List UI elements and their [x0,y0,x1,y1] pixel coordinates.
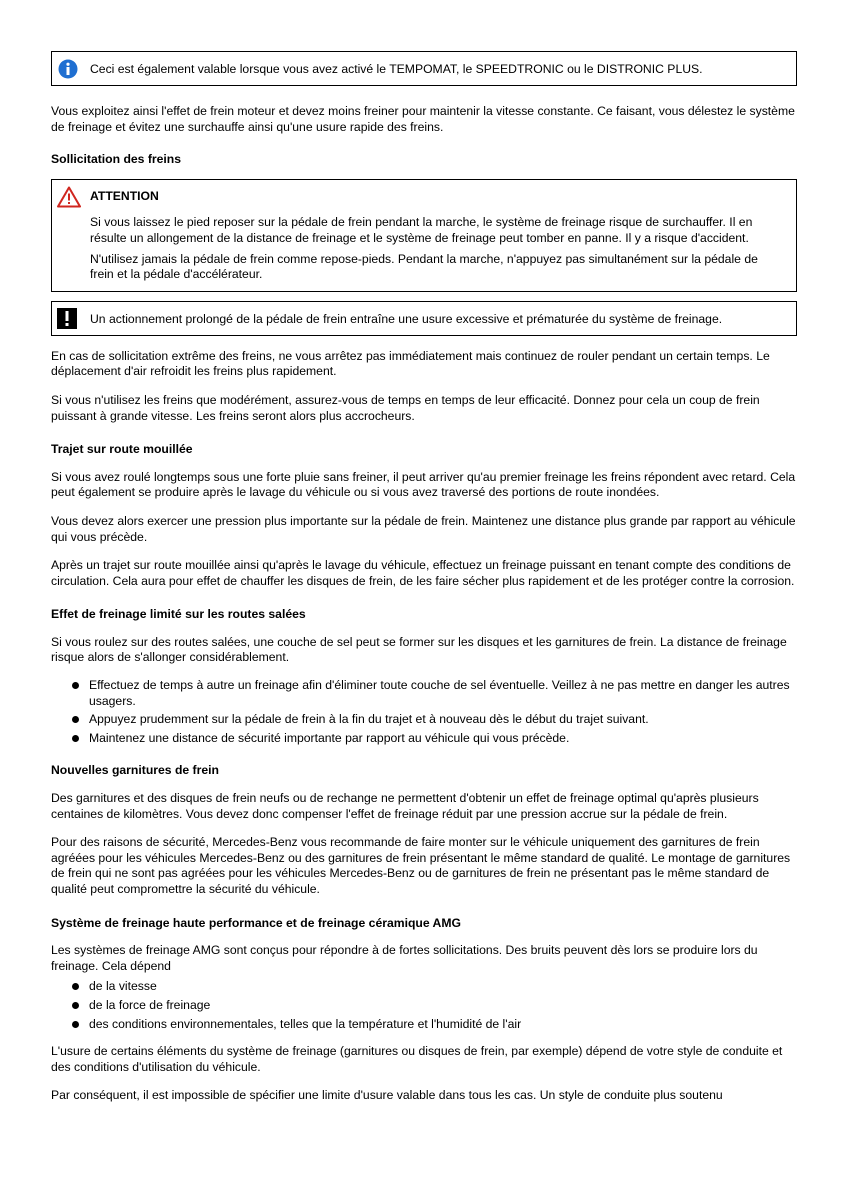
info-note-box [51,51,797,86]
list-item-text: de la vitesse [89,979,157,994]
heading-sollicitation: Sollicitation des freins [51,152,182,167]
heading-amg: Système de freinage haute performance et de freinage céramique AMG [51,915,461,930]
paragraph-sollicitation-2: Si vous n'utilisez les freins que modérément, assurez-vous de temps en temps de leur efficacité. Donnez pour cela un coup de frein puissant à grande vitesse. Les freins seront alors plus accrocheurs. [51,392,760,423]
paragraph-garnitures-2: Pour des raisons de sécurité, Mercedes-Benz vous recommande de faire monter sur le véhicule uniquement des garnitures de frein agréées pour les véhicules Mercedes-Benz ou des garnitures de frein présentant le même standard de qualité. Le montage de garnitures de frein qui ne sont pas agréées pour les véhicules Mercedes-Benz ou de garnitures de frein ne présentant pas le même standard de qualité peut compromettre la sécurité du véhicule. [51,835,791,896]
paragraph-sollicitation-1: En cas de sollicitation extrême des freins, ne vous arrêtez pas immédiatement mais continuez de rouler pendant un certain temps. Le déplacement d'air refroidit les freins plus rapidement. [51,348,770,379]
bullet-icon [72,983,79,990]
paragraph-garnitures-1: Des garnitures et des disques de frein neufs ou de rechange ne permettent d'obtenir un effet de freinage optimal qu'après plusieurs centaines de kilomètres. Vous devez donc compenser l'effet de freinage réduit par une pression accrue sur la pédale de frein. [51,791,759,821]
paragraph-amg-after-2: Par conséquent, il est impossible de spécifier une limite d'usure valable dans tous les cas. Un style de conduite plus soutenu [51,1088,723,1103]
bullet-icon [72,716,79,723]
list-item-text: de la force de freinage [89,997,211,1012]
attention-paragraph-2: N'utilisez jamais la pédale de frein comme repose-pieds. Pendant la marche, n'appuyez pas simultanément sur la pédale de frein et la pédale d'accélérateur. [90,251,758,282]
bullet-icon [72,735,79,742]
paragraph-route-mouillee-2: Vous devez alors exercer une pression plus importante sur la pédale de frein. Maintenez une distance plus grande par rapport au véhicule qui vous précède. [51,513,796,544]
notice-text: Un actionnement prolongé de la pédale de frein entraîne une usure excessive et prématurée du système de freinage. [90,311,723,326]
list-item [51,712,797,728]
paragraph-amg: Les systèmes de freinage AMG sont conçus pour répondre à de fortes sollicitations. Des bruits peuvent dès lors se produire lors du freinage. Cela dépend [51,943,758,973]
list-item-text: Appuyez prudemment sur la pédale de frein à la fin du trajet et à nouveau dès le début du trajet suivant. [89,712,649,727]
paragraph-amg-after-1: L'usure de certains éléments du système de freinage (garnitures ou disques de frein, par exemple) dépend de votre style de conduite et des conditions d'utilisation du véhicule. [51,1044,783,1074]
paragraph-route-mouillee-3: Après un trajet sur route mouillée ainsi qu'après le lavage du véhicule, effectuez un freinage puissant en tenant compte des conditions de circulation. Cela aura pour effet de chauffer les disques de frein, de les faire sécher plus rapidement et de les protéger contre la corrosion. [51,558,795,588]
info-note-text: Ceci est également valable lorsque vous avez activé le TEMPOMAT, le SPEEDTRONIC ou le DISTRONIC PLUS. [90,62,703,76]
attention-paragraph-1: Si vous laissez le pied reposer sur la pédale de frein pendant la marche, le système de freinage risque de surchauffer. Il en résulte un allongement de la distance de freinage et le système de freinage peut tomber en panne. Il y a risque d'accident. [90,215,753,245]
bullet-icon [72,1021,79,1028]
heading-route-mouillee: Trajet sur route mouillée [51,442,193,457]
list-item [51,678,797,709]
heading-garnitures: Nouvelles garnitures de frein [51,763,219,778]
info-icon [58,59,78,79]
bullet-list-amg [51,979,797,1032]
document-page [51,51,797,1104]
heading-routes-salees: Effet de freinage limité sur les routes salées [51,607,306,622]
list-item [51,979,797,995]
list-item-text: Effectuez de temps à autre un freinage afin d'éliminer toute couche de sel éventuelle. Veillez à ne pas mettre en danger les autres usagers. [89,678,790,708]
list-item [51,731,797,747]
warning-triangle-icon [57,186,81,208]
list-item-text: Maintenez une distance de sécurité importante par rapport au véhicule qui vous précède. [89,730,570,745]
bullet-list-routes-salees [51,678,797,746]
exclamation-icon [57,308,77,329]
bullet-icon [72,1002,79,1009]
paragraph-routes-salees: Si vous roulez sur des routes salées, une couche de sel peut se former sur les disques et les garnitures de frein. La distance de freinage risque alors de s'allonger considérablement. [51,634,787,665]
bullet-icon [72,682,79,689]
list-item-text: des conditions environnementales, telles que la température et l'humidité de l'air [89,1016,522,1031]
attention-title: ATTENTION [90,188,159,203]
paragraph-route-mouillee-1: Si vous avez roulé longtemps sous une forte pluie sans freiner, il peut arriver qu'au premier freinage les freins répondent avec retard. Cela peut également se produire après le lavage du véhicule ou si vous avez traversé des portions de route inondées. [51,469,796,500]
attention-box [51,179,797,292]
list-item [51,998,797,1014]
notice-box [51,301,797,336]
list-item [51,1017,797,1033]
intro-paragraph: Vous exploitez ainsi l'effet de frein moteur et devez moins freiner pour maintenir la vitesse constante. Ce faisant, vous délestez le système de freinage et évitez une surchauffe ainsi qu'une usure rapide des freins. [51,104,795,134]
